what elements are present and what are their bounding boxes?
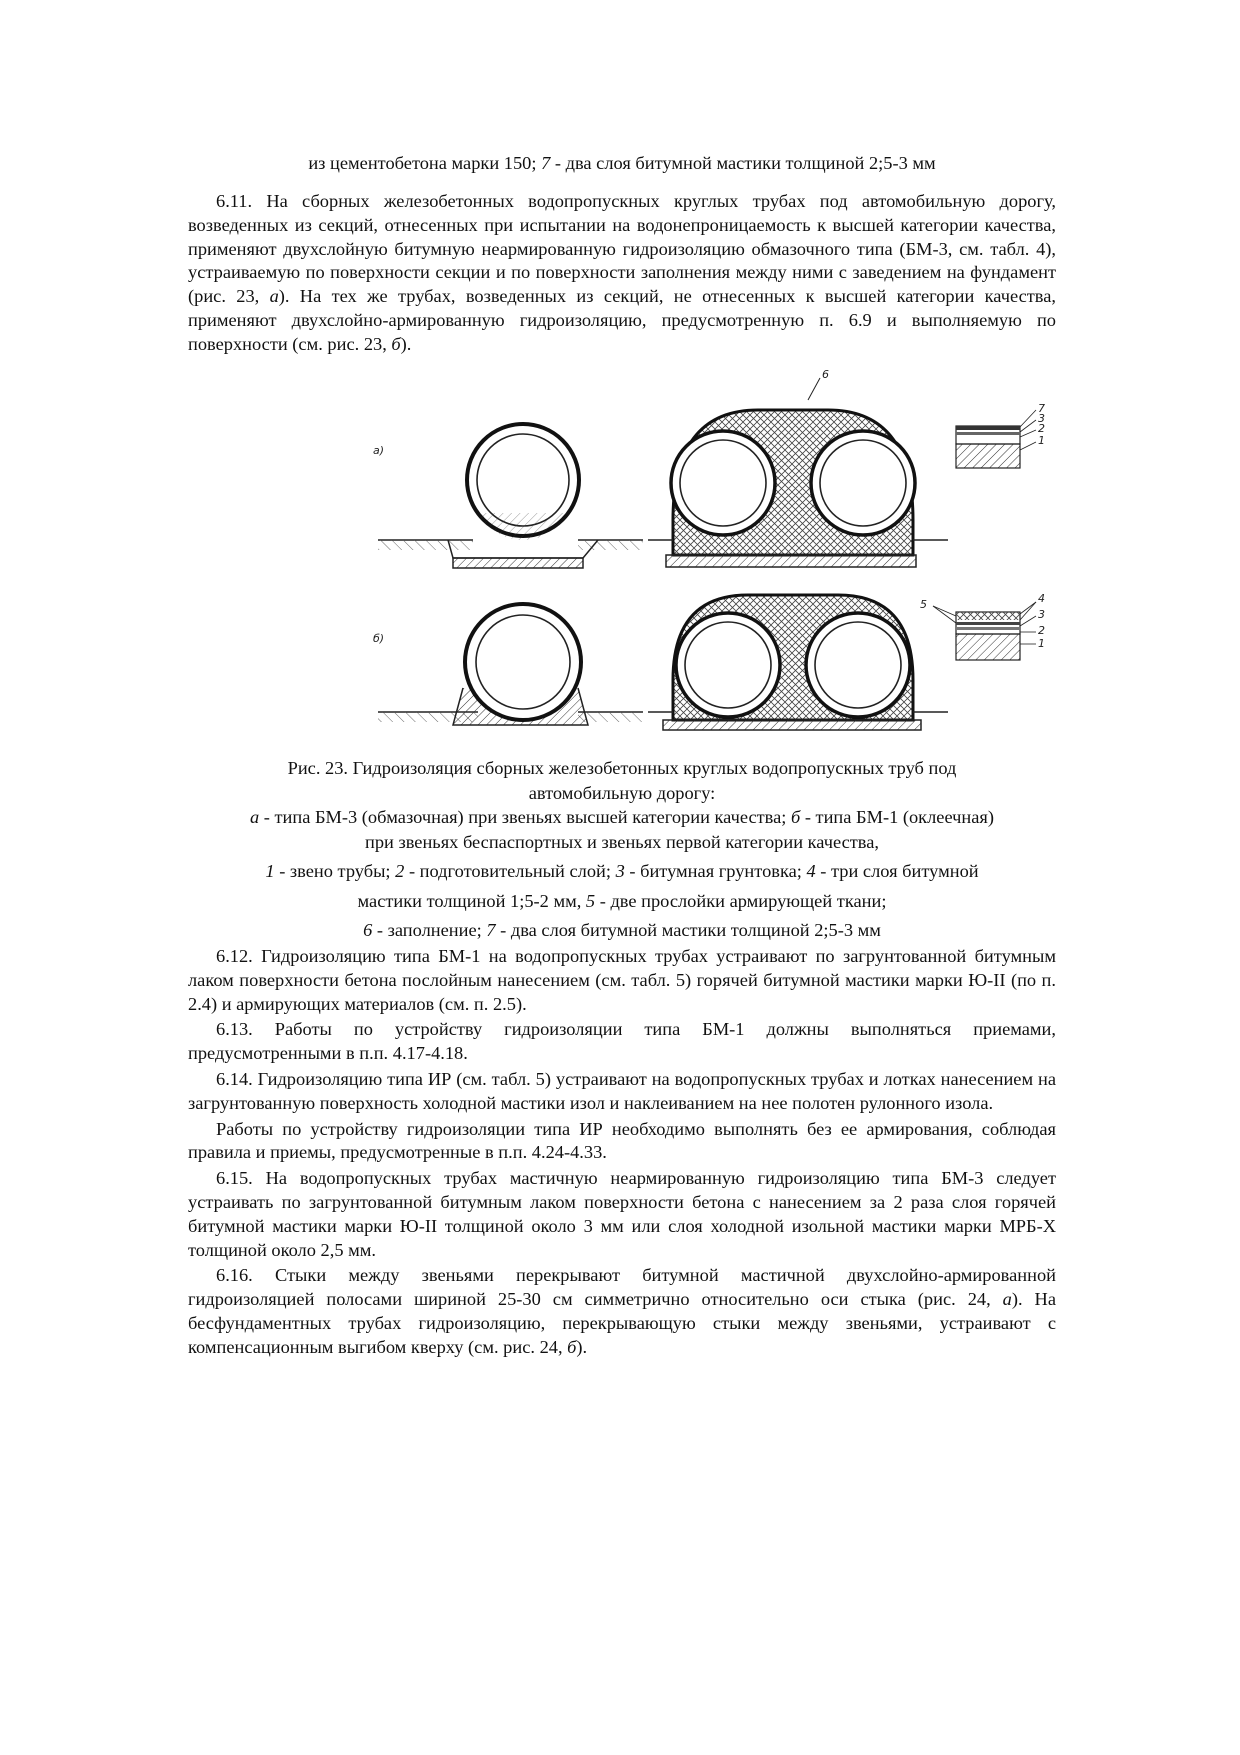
legend-key: 4 [806,861,816,881]
caption-title-line-2: автомобильную дорогу: [528,782,716,803]
label-a: а) [373,444,385,457]
legend-key: а [249,807,260,827]
paragraph-text: 6.11. На сборных железобетонных водопропускных круглых трубах под автомобильную дорогу, возведенных из секций, отнесенных при испытании на водонепроницаемость к высшей категории качества, применяют двухслойную битумную неармированную гидроизоляцию обмазочного типа (БМ-3, см. табл. 4), устраиваемую по поверхности секции и по поверхности заполнения между ними с заведением на фундамент (рис. 23, [188,191,1056,307]
caption-title-line-1: Рис. 23. Гидроизоляция сборных железобетонных круглых водопропускных труб под [287,758,957,778]
callout-7: 7 [1038,402,1045,415]
figure-ref: а [269,286,279,307]
pipe-waterproofing-drawing [288,368,1168,750]
caption-legend-line-3 [188,918,1056,943]
legend-text: - битумная грунтовка; [624,861,807,881]
callout-4: 4 [1038,592,1045,605]
callout-6: 6 [822,368,829,381]
section-6-11 [188,190,1056,357]
legend-text: - два слоя битумной мастики толщиной 2;5-3 мм [495,920,881,940]
paragraph-text: ). На бесфундаментных трубах гидроизоляцию, перекрывающую стыки между звеньями, устраивают с компенсационным выгибом кверху (см. рис. 24, [188,1289,1056,1357]
layer-detail-a [956,402,1045,468]
legend-key: 6 [363,920,373,940]
caption-legend-line-2 [188,889,1056,914]
double-pipe-a [648,368,948,567]
legend-key: 5 [585,890,596,911]
callout-3b: 3 [1038,608,1045,621]
paragraph-text: ). [576,1336,588,1357]
sections-6-12-to-6-16 [188,945,1056,1362]
paragraph-6-12: 6.12. Гидроизоляцию типа БМ-1 на водопропускных трубах устраивают по загрунтованной битумным лаком поверхности бетона послойным нанесением (см. табл. 5) горячей битумной мастики марки Ю-II (по п. 2.4) и армирующих материалов (см. п. 2.5). [188,946,1056,1014]
continuation-text: из цементобетона марки 150; [308,153,542,173]
caption-variants-line [188,805,1056,830]
legend-text: - две прослойки армирующей ткани; [595,890,887,911]
figure-caption [188,756,1056,943]
callout-5: 5 [920,598,927,611]
single-pipe-b [378,604,643,725]
legend-key: 1 [265,861,275,881]
figure-ref: б [391,333,401,354]
legend-key: 2 [395,861,405,881]
paragraph-6-14-cont: Работы по устройству гидроизоляции типа ИР необходимо выполнять без ее армирования, соблюдая правила и приемы, предусмотренные в п.п. 4.24-4.33. [188,1118,1056,1163]
continuation-line [188,151,1056,175]
legend-key: б [790,807,801,827]
paragraph-6-16 [188,1264,1056,1359]
caption-variants-line-2: при звеньях беспаспортных и звеньях первой категории качества, [364,831,879,852]
legend-key: 7 [486,920,496,940]
legend-text: мастики толщиной 1;5-2 мм, [357,890,586,911]
callout-1: 1 [1038,434,1045,447]
legend-key: 7 [541,153,551,173]
paragraph-6-13: 6.13. Работы по устройству гидроизоляции типа БМ-1 должны выполняться приемами, предусмотренными в п.п. 4.17-4.18. [188,1019,1056,1064]
legend-text: - подготовительный слой; [404,861,616,881]
paragraph-text: 6.16. Стыки между звеньями перекрывают битумной мастичной двухслойно-армированной гидроизоляцией полосами шириной 25-30 см симметрично относительно оси стыка (рис. 24, [188,1265,1056,1310]
label-b: б) [373,632,385,645]
callout-3: 3 [1038,412,1045,425]
layer-detail-b [920,592,1045,660]
figure-ref: б [567,1336,577,1357]
paragraph-6-15: 6.15. На водопропускных трубах мастичную неармированную гидроизоляцию типа БМ-3 следует устраивать по загрунтованной битумным лаком поверхности бетона с нанесением за 2 раза слоя горячей битумной мастики марки Ю-II толщиной около 3 мм или слоя холодной изольной мастики марки МРБ-Х толщиной около 2,5 мм. [188,1168,1056,1260]
figure-23 [288,368,1168,750]
caption-legend-line-1 [188,859,1056,884]
single-pipe-a [378,424,643,568]
legend-text: - три слоя битумной [815,861,979,881]
double-pipe-b [648,595,948,730]
legend-text: - типа БМ-3 (обмазочная) при звеньях высшей категории качества; [259,807,791,827]
legend-text: - звено трубы; [274,861,396,881]
callout-2b: 2 [1038,624,1045,637]
legend-text: - заполнение; [372,920,487,940]
paragraph-6-11 [188,190,1056,357]
legend-text: - типа БМ-1 (оклеечная) [800,807,995,827]
callout-2: 2 [1038,422,1045,435]
paragraph-text: ). [400,333,412,354]
callout-1b: 1 [1038,637,1045,650]
paragraph-6-14: 6.14. Гидроизоляцию типа ИР (см. табл. 5) устраивают на водопропускных трубах и лотках нанесением на загрунтованную поверхность холодной мастики изол и наклеиванием на нее полотен рулонного изола. [188,1068,1056,1113]
paragraph-text: ). На тех же трубах, возведенных из секций, не отнесенных к высшей категории качества, применяют двухслойно-армированную гидроизоляцию, предусмотренную п. 6.9 и выполняемую по поверхности (см. рис. 23, [188,286,1056,354]
legend-key: 3 [615,861,625,881]
figure-ref: а [1002,1289,1012,1310]
continuation-text: - два слоя битумной мастики толщиной 2;5-3 мм [550,153,936,173]
